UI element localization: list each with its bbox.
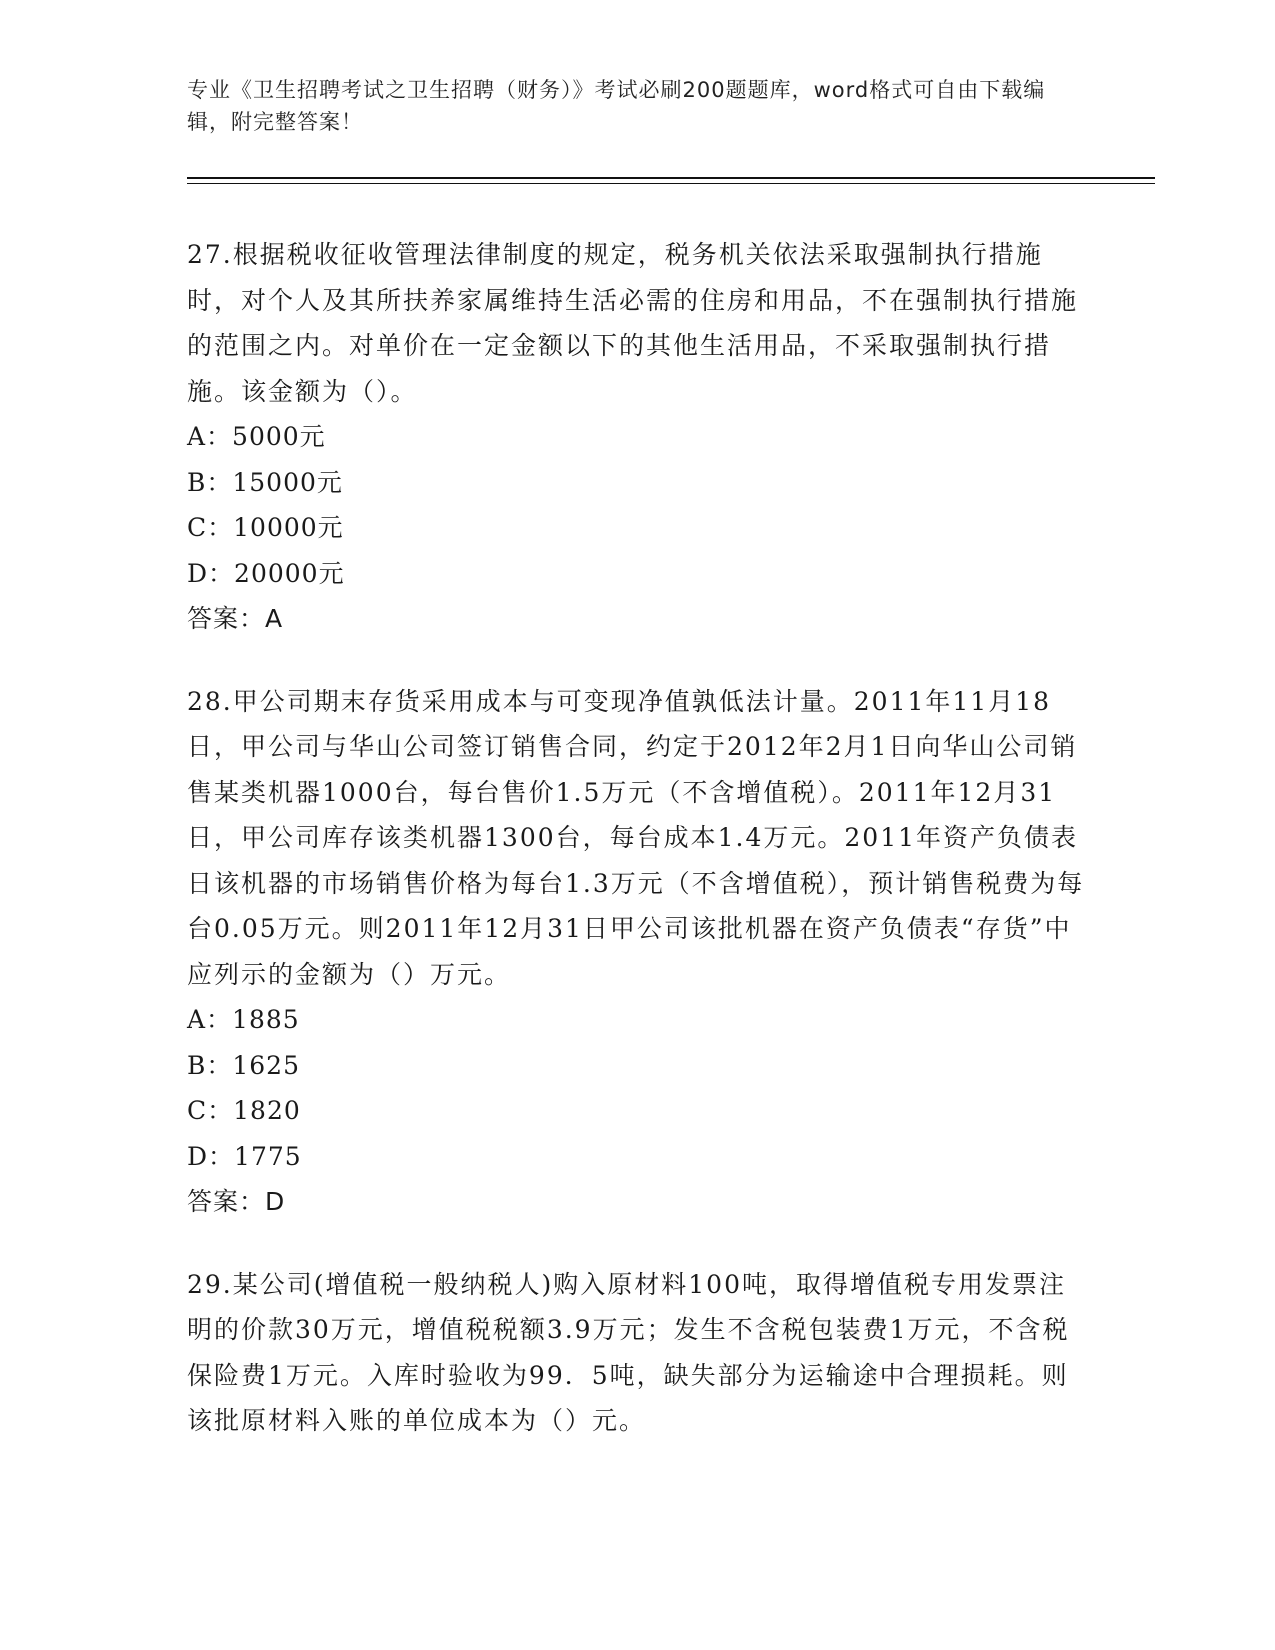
header-divider-thick xyxy=(187,177,1155,179)
question-28 xyxy=(187,679,1087,1225)
option-b: B：1625 xyxy=(187,1050,300,1080)
option-d: D：20000元 xyxy=(187,558,345,588)
answer-label: 答案：D xyxy=(187,1187,286,1216)
question-text: 29.某公司(增值税一般纳税人)购入原材料100吨，取得增值税专用发票注明的价款30万元，增值税税额3.9万元；发生不含税包装费1万元，不含税保险费1万元。入库时验收为99．5吨，缺失部分为运输途中合理损耗。则该批原材料入账的单位成本为（）元。 xyxy=(187,1269,1070,1435)
option-d: D：1775 xyxy=(187,1141,302,1171)
question-text: 27.根据税收征收管理法律制度的规定，税务机关依法采取强制执行措施时，对个人及其所扶养家属维持生活必需的住房和用品，不在强制执行措施的范围之内。对单价在一定金额以下的其他生活用品，不采取强制执行措施。该金额为（）。 xyxy=(187,240,1079,406)
question-29 xyxy=(187,1262,1087,1444)
option-a: A：5000元 xyxy=(187,422,326,451)
question-list xyxy=(187,232,1087,1481)
header-divider-thin xyxy=(187,183,1155,184)
option-b: B：15000元 xyxy=(187,467,343,497)
option-c: C：10000元 xyxy=(187,513,344,542)
option-a: A：1885 xyxy=(187,1005,300,1034)
question-text: 28.甲公司期末存货采用成本与可变现净值孰低法计量。2011年11月18日，甲公司与华山公司签订销售合同，约定于2012年2月1日向华山公司销售某类机器1000台，每台售价1.5万元（不含增值税）。2011年12月31日，甲公司库存该类机器1300台，每台成本1.4万元。2011年资产负债表日该机器的市场销售价格为每台1.3万元（不含增值税），预计销售税费为每台0.05万元。则2011年12月31日甲公司该批机器在资产负债表“存货”中应列示的金额为（）万元。 xyxy=(187,686,1085,989)
answer-label: 答案：A xyxy=(187,604,284,633)
header-text: 专业《卫生招聘考试之卫生招聘（财务）》考试必刷200题题库，word格式可自由下载编辑，附完整答案！ xyxy=(187,78,1046,134)
option-c: C：1820 xyxy=(187,1096,301,1125)
question-27 xyxy=(187,232,1087,642)
document-header xyxy=(187,74,1077,138)
